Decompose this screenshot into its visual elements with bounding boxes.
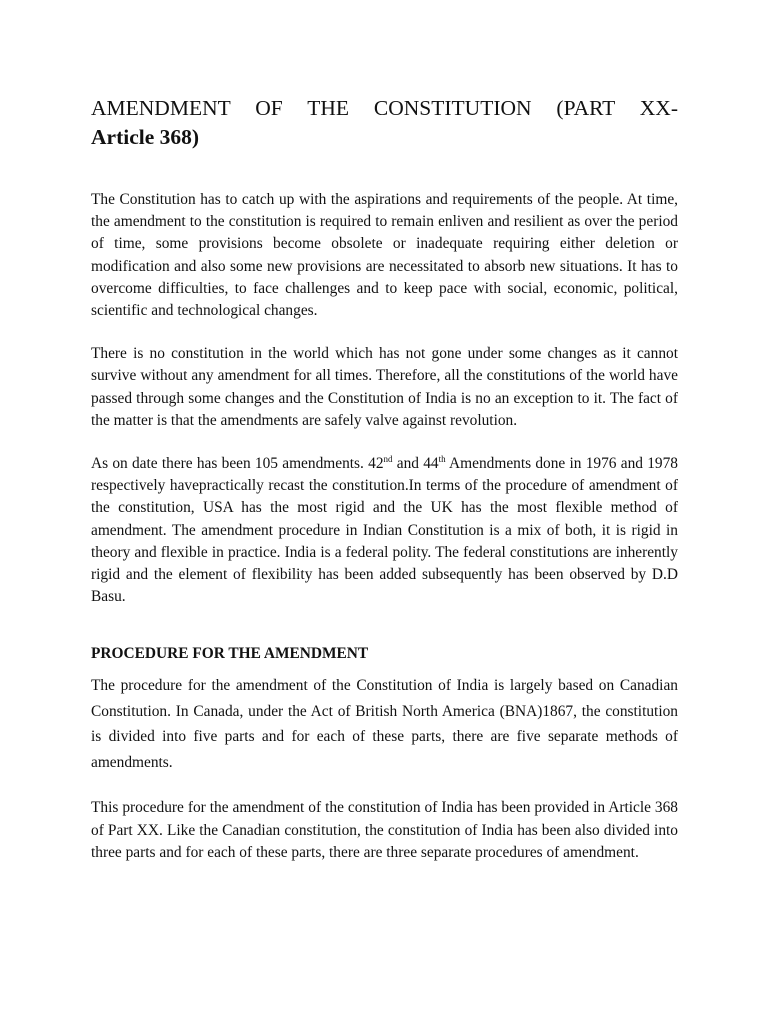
title-line-2: Article 368)	[91, 125, 200, 149]
paragraph-no-constitution-unchanged: There is no constitution in the world which has not gone under some changes as it cannot survive without any amendment for all times. Therefore, all the constitutions of the world have passed through some changes and the Constitution of India is no an exception to it. The fact of the matter is that the amendments are safely valve against revolution.	[91, 345, 678, 429]
paragraph-3-part-3: Amendments done in 1976 and 1978 respectively havepractically recast the constitution.In terms of the procedure of amendment of the constitution, USA has the most rigid and the UK has the most flexible method of amendment. The amendment procedure in Indian Constitution is a mix of both, it is rigid in theory and flexible in practice. India is a federal polity. The federal constitutions are inherently rigid and the element of flexibility has been added subsequently has been observed by D.D Basu.	[91, 455, 678, 606]
superscript-th: th	[438, 453, 446, 464]
section-heading-procedure: PROCEDURE FOR THE AMENDMENT	[91, 645, 369, 663]
paragraph-canadian-basis: The procedure for the amendment of the Constitution of India is largely based on Canadian Constitution. In Canada, under the Act of British North America (BNA)1867, the constitution is divided into five parts and for each of these parts, there are five separate methods of amendments.	[91, 677, 678, 771]
superscript-nd: nd	[383, 453, 393, 464]
document-page	[91, 94, 678, 864]
paragraph-3-part-1: As on date there has been 105 amendments. 42	[91, 455, 384, 473]
title-line-1: AMENDMENT OF THE CONSTITUTION (PART XX-	[91, 96, 678, 120]
paragraph-3-part-2: and 44	[392, 455, 439, 473]
paragraph-amendment-count	[91, 453, 678, 608]
paragraph-article-368: This procedure for the amendment of the constitution of India has been provided in Article 368 of Part XX. Like the Canadian constitution, the constitution of India has been also divided into three parts and for each of these parts, there are three separate procedures of amendment.	[91, 799, 678, 861]
document-title	[91, 94, 678, 152]
paragraph-intro: The Constitution has to catch up with the aspirations and requirements of the people. At time, the amendment to the constitution is required to remain enliven and resilient as over the period of time, some provisions become obsolete or inadequate requiring either deletion or modification and also some new provisions are necessitated to absorb new situations. It has to overcome difficulties, to face challenges and to keep pace with social, economic, political, scientific and technological changes.	[91, 191, 678, 320]
